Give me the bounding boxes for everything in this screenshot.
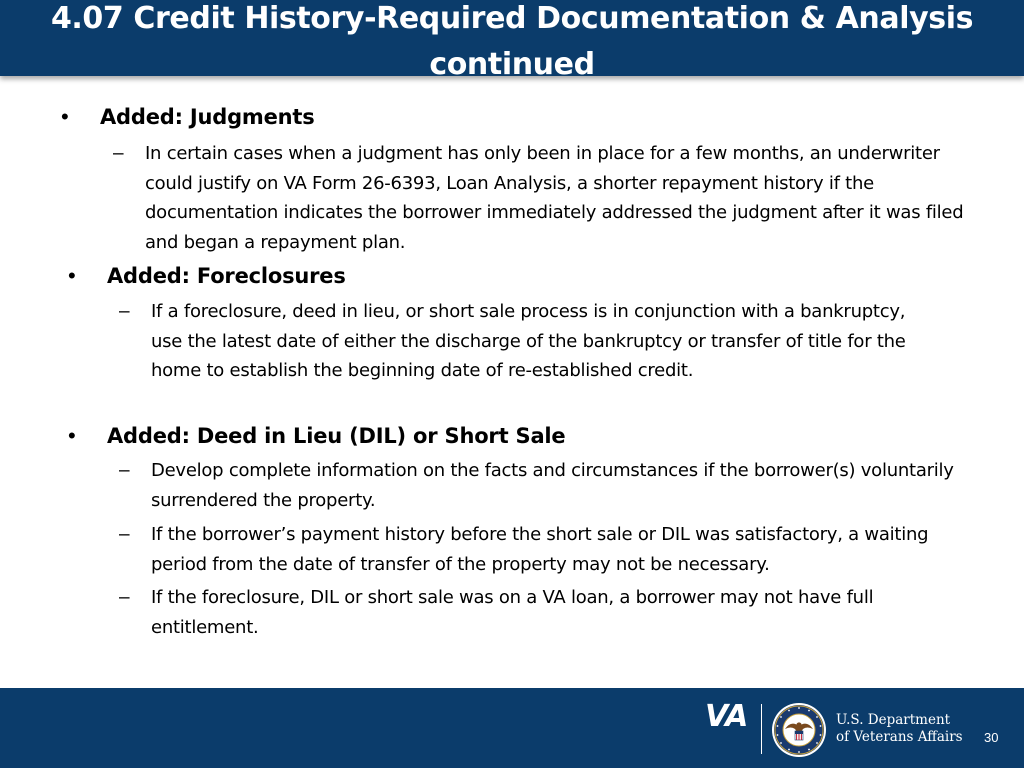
dash-icon: – xyxy=(119,460,130,481)
sub-item-text: Develop complete information on the facts and circumstances if the borrower(s) voluntarily surrendered the property. xyxy=(151,460,954,511)
section-heading: Added: Deed in Lieu (DIL) or Short Sale xyxy=(107,424,566,448)
bullet-icon: • xyxy=(68,423,76,448)
sub-item-text: If a foreclosure, deed in lieu, or short sale process is in conjunction with a bankruptcy, use the latest date of either the discharge of the bankruptcy or transfer of title for the home to establish the beginning date of re-established credit. xyxy=(151,301,906,381)
dash-icon: – xyxy=(119,301,130,322)
department-name xyxy=(836,712,963,746)
section-heading: Added: Foreclosures xyxy=(107,264,346,288)
va-logo: VA xyxy=(705,699,748,734)
bullet-icon: • xyxy=(68,263,76,288)
section-heading: Added: Judgments xyxy=(100,105,315,129)
dash-icon: – xyxy=(113,143,124,164)
page-number: 30 xyxy=(984,730,999,745)
department-line-1: U.S. Department xyxy=(836,712,951,728)
dash-icon: – xyxy=(119,524,130,545)
title-bar xyxy=(0,0,1024,82)
slide-title: 4.07 Credit History-Required Documentation & Analysis continued xyxy=(50,1,974,82)
footer-divider xyxy=(761,704,762,754)
sub-item-text: If the foreclosure, DIL or short sale was on a VA loan, a borrower may not have full entitlement. xyxy=(151,587,874,638)
va-seal-icon xyxy=(771,702,827,758)
dash-icon: – xyxy=(119,587,130,608)
bullet-icon: • xyxy=(61,104,69,129)
sub-item-text: In certain cases when a judgment has only been in place for a few months, an underwriter could justify on VA Form 26-6393, Loan Analysis, a shorter repayment history if the documentation indicates the borrower immediately addressed the judgment after it was filed and began a repayment plan. xyxy=(145,143,964,253)
footer-bar xyxy=(0,688,1024,768)
sub-item-text: If the borrower’s payment history before the short sale or DIL was satisfactory, a waiting period from the date of transfer of the property may not be necessary. xyxy=(151,524,929,575)
department-line-2: of Veterans Affairs xyxy=(836,729,963,745)
